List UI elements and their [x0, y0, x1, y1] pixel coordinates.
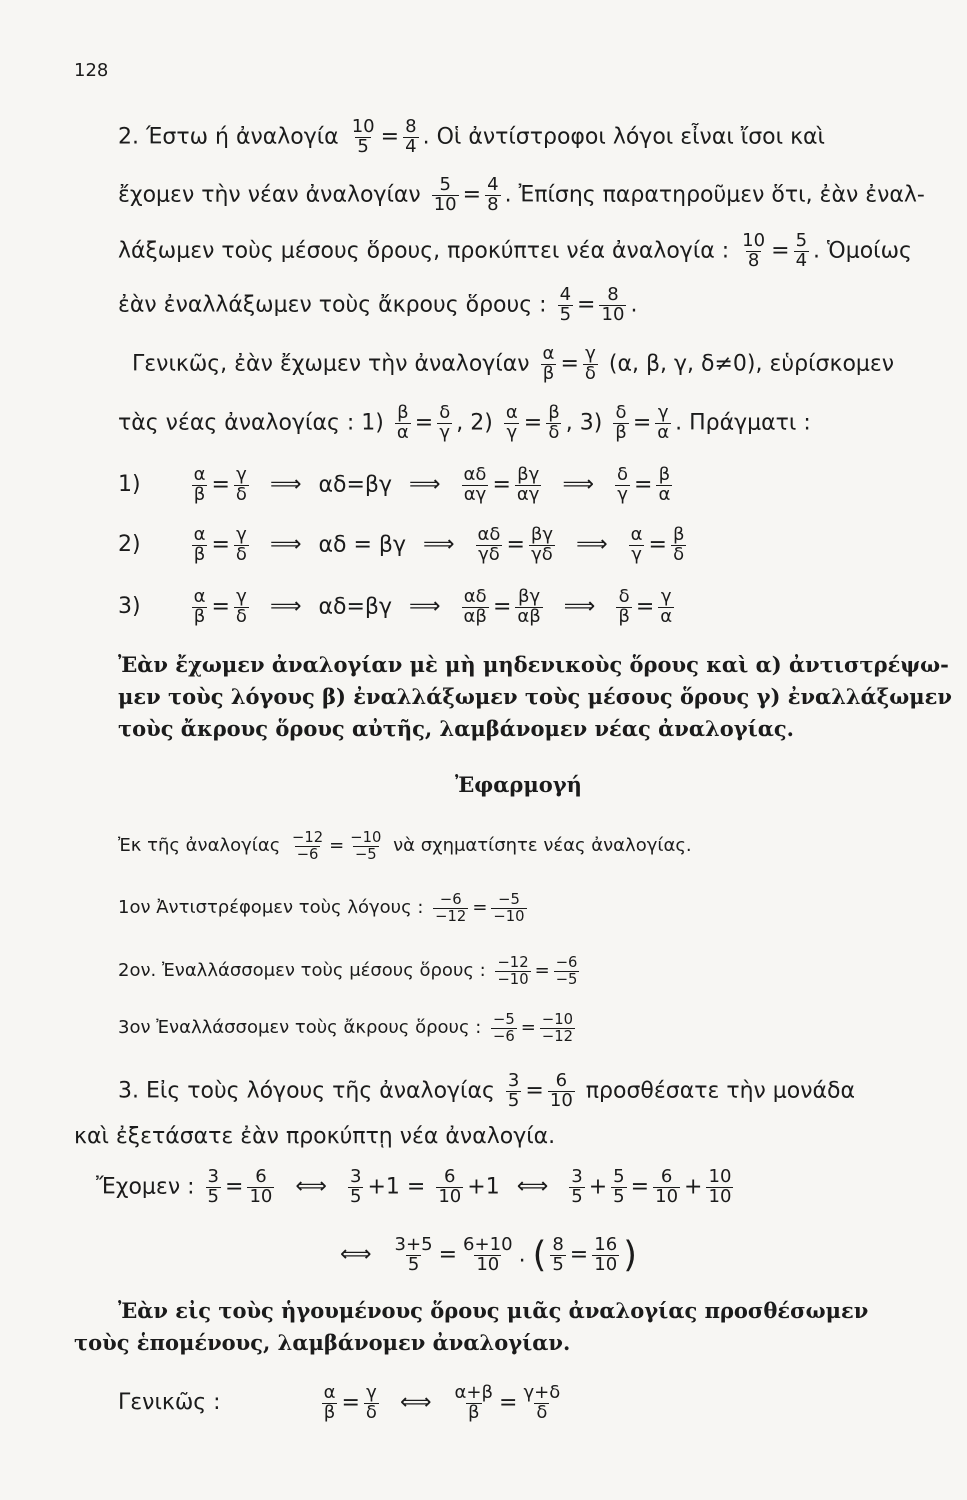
implies-icon: ⟹: [563, 594, 596, 620]
fraction: $\frac{\alpha+\beta}{\beta}$: [454, 1382, 494, 1423]
iff-icon: ⟺: [340, 1242, 372, 1268]
fraction: $\frac{\delta}{\beta}$: [618, 586, 630, 627]
fraction: $\frac{5}{10}$: [433, 174, 457, 215]
fraction: $\frac{3}{5}$: [507, 1070, 520, 1111]
fraction: $\frac{-5}{-10}$: [493, 891, 525, 925]
implies-icon: ⟹: [408, 472, 441, 498]
fraction: $\frac{6}{10}$: [249, 1166, 273, 1207]
fraction: $\frac{10}{5}$: [351, 116, 375, 157]
rule1-line3: τοὺς ἄκρους ὅρους αὐτῆς, λαμβάνομεν νέας ἀναλογίας.: [118, 716, 794, 741]
implies-icon: ⟹: [562, 472, 594, 498]
fraction: $\frac{-6}{-12}$: [435, 891, 467, 925]
fraction: $\frac{-6}{-5}$: [555, 954, 578, 988]
para2-line1: 2. Έστω ή ἀναλογία $\frac{10}{5}$ = $\frac{8}{4}$ . Οἱ ἀντίστροφοι λόγοι εἶναι ἴσοι καὶ: [118, 116, 825, 157]
fraction: $\frac{5}{5}$: [613, 1166, 625, 1207]
fraction: $\frac{\alpha\delta}{\alpha\gamma}$: [463, 464, 487, 505]
text: 2): [470, 410, 493, 436]
fraction: $\frac{\beta}{\alpha}$: [658, 464, 671, 505]
iff-icon: ⟺: [516, 1174, 549, 1200]
text: Γενικῶς, ἐὰν ἔχωμεν τὴν ἀναλογίαν: [132, 351, 530, 377]
page-number: 128: [74, 60, 109, 81]
fraction: $\frac{\alpha}{\gamma}$: [505, 402, 518, 443]
fraction: $\frac{5}{4}$: [795, 230, 808, 271]
text: λάξωμεν τοὺς μέσους ὅρους, προκύπτει νέα ἀναλογία :: [118, 238, 730, 264]
fraction: $\frac{\beta\gamma}{\gamma\delta}$: [530, 524, 554, 565]
fraction: $\frac{\alpha\delta}{\gamma\delta}$: [477, 524, 501, 565]
fraction: $\frac{\gamma}{\delta}$: [235, 464, 247, 505]
fraction: $\frac{6+10}{10}$: [463, 1234, 513, 1275]
fraction: $\frac{8}{10}$: [601, 284, 625, 325]
rule1-line2: μεν τοὺς λόγους β) ἐναλλάξωμεν τοὺς μέσους ὅρους γ) ἐναλλάξωμεν: [118, 684, 952, 709]
text: 1): [361, 410, 384, 436]
para3-line4: ⟺ $\frac{3+5}{5}$ = $\frac{6+10}{10}$ . ( $\frac{8}{5}$ = $\frac{16}{10}$ ): [340, 1234, 637, 1276]
para3-line3: Ἔχομεν : $\frac{3}{5}$ = $\frac{6}{10}$ ⟺ $\frac{3}{5}$ +1 = $\frac{6}{10}$ +1 ⟺ $\frac{3}{5}$ + $\frac{5}{5}$ = $\frac{6}{10}$ + $\frac{10}{10}$: [96, 1166, 732, 1207]
proof-1: 1) $\frac{\alpha}{\beta}$ = $\frac{\gamma}{\delta}$ ⟹ αδ=βγ ⟹ $\frac{\alpha\delta}{\alpha\gamma}$ = $\frac{\beta\gamma}{\alpha\gamma}$ ⟹ $\frac{\delta}{\gamma}$ = $\frac{\beta}{\alpha}$: [118, 464, 671, 505]
fraction: $\frac{\gamma}{\alpha}$: [657, 402, 670, 443]
fraction: $\frac{\alpha}{\beta}$: [193, 586, 206, 627]
fraction: $\frac{\alpha}{\beta}$: [542, 343, 555, 384]
application-line2: 2ον. Ἐναλλάσσομεν τοὺς μέσους ὅρους : $\frac{-12}{-10}$ = $\frac{-6}{-5}$: [118, 954, 578, 988]
proof-2: 2) $\frac{\alpha}{\beta}$ = $\frac{\gamma}{\delta}$ ⟹ αδ = βγ ⟹ $\frac{\alpha\delta}{\gamma\delta}$ = $\frac{\beta\gamma}{\gamma\delta}$ ⟹ $\frac{\alpha}{\gamma}$ = $\frac{\beta}{\delta}$: [118, 524, 685, 565]
para2-line3: λάξωμεν τοὺς μέσους ὅρους, προκύπτει νέα ἀναλογία : $\frac{10}{8}$ = $\frac{5}{4}$ . Ὁμοίως: [118, 230, 912, 271]
iff-icon: ⟺: [399, 1390, 432, 1416]
fraction: $\frac{\delta}{\gamma}$: [439, 402, 451, 443]
application-line1: 1ον Ἀντιστρέφομεν τοὺς λόγους : $\frac{-6}{-12}$ = $\frac{-5}{-10}$: [118, 891, 525, 925]
fraction: $\frac{10}{10}$: [708, 1166, 732, 1207]
fraction: $\frac{3}{5}$: [207, 1166, 220, 1207]
para3-line2: καὶ ἐξετάσατε ἐὰν προκύπτῃ νέα ἀναλογία.: [74, 1124, 556, 1149]
fraction: $\frac{6}{10}$: [549, 1070, 573, 1111]
fraction: $\frac{\alpha}{\gamma}$: [630, 524, 643, 565]
text: ἐὰν ἐναλλάξωμεν τοὺς ἄκρους ὅρους :: [118, 292, 547, 318]
fraction: $\frac{6}{10}$: [655, 1166, 679, 1207]
implies-icon: ⟹: [269, 532, 302, 558]
para2-line2: ἔχομεν τὴν νέαν ἀναλογίαν $\frac{5}{10}$ = $\frac{4}{8}$ . Ἐπίσης παρατηροῦμεν ὅτι, ἐὰν ἐναλ-: [118, 174, 925, 215]
text: . Ἐπίσης παρατηροῦμεν ὅτι, ἐὰν ἐναλ-: [504, 182, 925, 208]
text: εὑρίσκομεν: [769, 351, 895, 377]
fraction: $\frac{\gamma}{\alpha}$: [660, 586, 673, 627]
fraction: $\frac{3}{5}$: [349, 1166, 362, 1207]
general2-line: Γενικῶς : $\frac{\alpha}{\beta}$ = $\frac{\gamma}{\delta}$ ⟺ $\frac{\alpha+\beta}{\beta}$ = $\frac{\gamma+\delta}{\delta}$: [118, 1382, 561, 1423]
text: (α, β, γ, δ≠0),: [608, 351, 763, 377]
general-line1: Γενικῶς, ἐὰν ἔχωμεν τὴν ἀναλογίαν $\frac{\alpha}{\beta}$ = $\frac{\gamma}{\delta}$ (α, β, γ, δ≠0), εὑρίσκομεν: [132, 343, 895, 384]
fraction: $\frac{\gamma}{\delta}$: [235, 524, 247, 565]
fraction: $\frac{\gamma}{\delta}$: [235, 586, 247, 627]
text: ἔχομεν τὴν νέαν ἀναλογίαν: [118, 182, 421, 208]
para3-line1: 3. Εἰς τοὺς λόγους τῆς ἀναλογίας $\frac{3}{5}$ = $\frac{6}{10}$ προσθέσατε τὴν μονάδα: [118, 1070, 856, 1111]
proof-3: 3) $\frac{\alpha}{\beta}$ = $\frac{\gamma}{\delta}$ ⟹ αδ=βγ ⟹ $\frac{\alpha\delta}{\alpha\beta}$ = $\frac{\beta\gamma}{\alpha\beta}$ ⟹ $\frac{\delta}{\beta}$ = $\frac{\gamma}{\alpha}$: [118, 586, 673, 627]
fraction: $\frac{-10}{-12}$: [541, 1011, 574, 1045]
text: Ὁμοίως: [827, 238, 912, 264]
fraction: $\frac{8}{5}$: [552, 1234, 564, 1275]
fraction: $\frac{\alpha\delta}{\alpha\beta}$: [463, 586, 487, 627]
fraction: $\frac{-12}{-10}$: [497, 954, 529, 988]
text: Πράγματι :: [689, 410, 811, 436]
fraction: $\frac{\gamma}{\delta}$: [584, 343, 596, 384]
text: 2. Έστω ή ἀναλογία: [118, 124, 339, 150]
fraction: $\frac{\beta}{\delta}$: [672, 524, 685, 565]
application-line0: Ἐκ τῆς ἀναλογίας $\frac{-12}{-6}$ = $\frac{-10}{-5}$ νὰ σχηματίσητε νέας ἀναλογίας.: [118, 829, 692, 863]
text: Οἱ ἀντίστροφοι λόγοι εἶναι ἴσοι καὶ: [436, 124, 825, 150]
fraction: $\frac{-5}{-6}$: [493, 1011, 515, 1045]
fraction: $\frac{3}{5}$: [571, 1166, 583, 1207]
fraction: $\frac{-12}{-6}$: [292, 829, 324, 863]
rule2-line1: Ἐὰν εἰς τοὺς ἡγουμένους ὅρους μιᾶς ἀναλογίας προσθέσωμεν: [118, 1298, 869, 1323]
fraction: $\frac{6}{10}$: [438, 1166, 462, 1207]
rule1-line1: Ἐὰν ἔχωμεν ἀναλογίαν μὲ μὴ μηδενικοὺς ὅρους καὶ α) ἀντιστρέψω-: [118, 652, 949, 677]
text: τὰς νέας ἀναλογίας :: [118, 410, 355, 436]
fraction: $\frac{\beta}{\alpha}$: [396, 402, 409, 443]
fraction: $\frac{4}{8}$: [487, 174, 499, 215]
implies-icon: ⟹: [576, 532, 608, 558]
rule2-line2: τοὺς ἑπομένους, λαμβάνομεν ἀναλογίαν.: [74, 1330, 571, 1355]
implies-icon: ⟹: [408, 594, 441, 620]
iff-icon: ⟺: [295, 1174, 327, 1200]
fraction: $\frac{3+5}{5}$: [394, 1234, 433, 1275]
general-line2: τὰς νέας ἀναλογίας : 1) $\frac{\beta}{\alpha}$ = $\frac{\delta}{\gamma}$ , 2) $\frac{\alpha}{\gamma}$ = $\frac{\beta}{\delta}$ , 3) $\frac{\delta}{\beta}$ = $\frac{\gamma}{\alpha}$ . Πράγματι :: [118, 402, 811, 443]
implies-icon: ⟹: [269, 472, 302, 498]
implies-icon: ⟹: [422, 532, 455, 558]
fraction: $\frac{\gamma+\delta}{\delta}$: [523, 1382, 561, 1423]
fraction: $\frac{16}{10}$: [594, 1234, 618, 1275]
implies-icon: ⟹: [269, 594, 302, 620]
text: 3): [579, 410, 603, 436]
para2-line4: ἐὰν ἐναλλάξωμεν τοὺς ἄκρους ὅρους : $\frac{4}{5}$ = $\frac{8}{10}$ .: [118, 284, 638, 325]
fraction: $\frac{\delta}{\beta}$: [615, 402, 627, 443]
fraction: $\frac{-10}{-5}$: [350, 829, 382, 863]
fraction: $\frac{\alpha}{\beta}$: [193, 464, 206, 505]
fraction: $\frac{\beta}{\delta}$: [548, 402, 560, 443]
fraction: $\frac{\alpha}{\beta}$: [323, 1382, 336, 1423]
fraction: $\frac{10}{8}$: [742, 230, 766, 271]
application-title: Ἐφαρμογή: [455, 772, 582, 797]
fraction: $\frac{\beta\gamma}{\alpha\beta}$: [517, 586, 541, 627]
fraction: $\frac{4}{5}$: [559, 284, 572, 325]
application-line3: 3ον Ἐναλλάσσομεν τοὺς ἄκρους ὅρους : $\frac{-5}{-6}$ = $\frac{-10}{-12}$: [118, 1011, 574, 1045]
fraction: $\frac{\alpha}{\beta}$: [193, 524, 206, 565]
fraction: $\frac{\delta}{\gamma}$: [617, 464, 629, 505]
fraction: $\frac{8}{4}$: [405, 116, 417, 157]
fraction: $\frac{\gamma}{\delta}$: [365, 1382, 377, 1423]
fraction: $\frac{\beta\gamma}{\alpha\gamma}$: [516, 464, 540, 505]
